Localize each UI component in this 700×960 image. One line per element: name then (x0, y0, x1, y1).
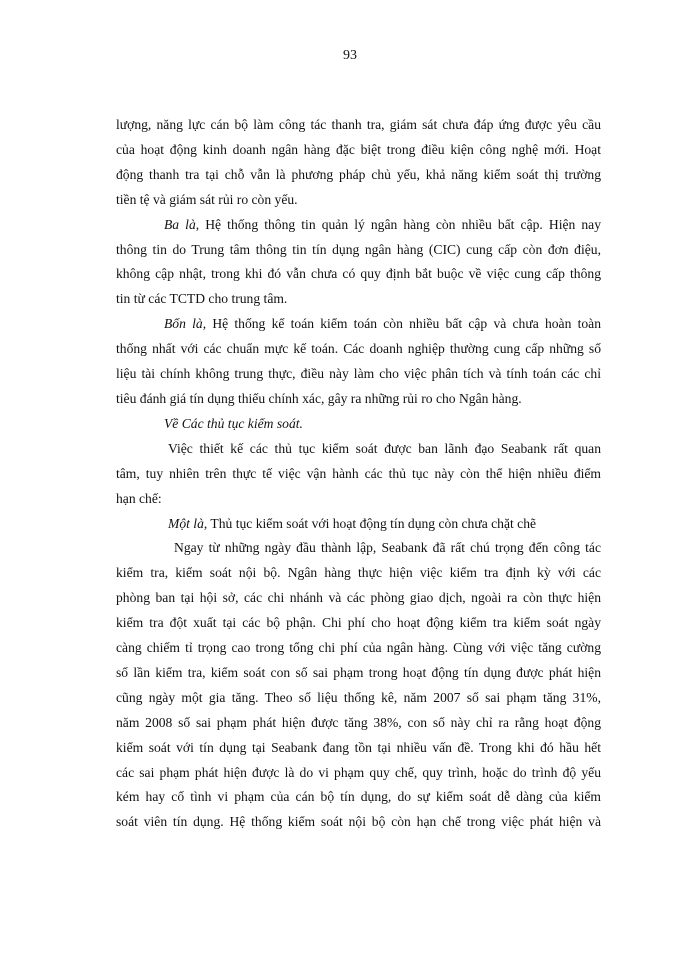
text-line: tin từ các TCTD cho trung tâm. (116, 291, 288, 307)
text-line: số lần kiểm tra, kiểm soát con số sai phạm trong hoạt động tín dụng được phát hiện (116, 664, 601, 680)
text-line: tiền tệ và giám sát rủi ro còn yếu. (116, 191, 298, 207)
text-line: kiểm tra đột xuất tại các bộ phận. Chi phí cho hoạt động kiểm tra kiểm soát ngày (116, 615, 601, 631)
text-fragment: , Hệ thống thông tin quản lý ngân hàng còn nhiều bất cập. Hiện nay (195, 216, 601, 232)
text-line: soát viên tín dụng. Hệ thống kiểm soát nội bộ còn hạn chế trong việc phát hiện và (116, 814, 601, 830)
text-line: lượng, năng lực cán bộ làm công tác thanh tra, giám sát chưa đáp ứng được yêu cầu (116, 117, 601, 132)
paragraph-mot-la (116, 512, 601, 537)
text-line: Việc thiết kế các thủ tục kiểm soát được ban lãnh đạo Seabank rất quan (168, 440, 601, 456)
text-line: phòng ban tại hội sở, các chi nhánh và các phòng giao dịch, ngoài ra còn thực hiện (116, 590, 601, 606)
text-line: không cập nhật, trong khi đó vẫn chưa có quy định bắt buộc về việc cung cấp thông (116, 266, 601, 282)
body-text (116, 113, 601, 835)
text-fragment: , Hệ thống kế toán kiểm toán còn nhiều bất cập và chưa hoàn toàn (202, 316, 601, 332)
lead-bon-la: Bốn là (164, 316, 203, 332)
section-heading (116, 412, 601, 437)
paragraph-bon-la (116, 312, 601, 337)
text-line: thông tin do Trung tâm thông tin tín dụng ngân hàng (CIC) cung cấp còn đơn điệu, (116, 241, 601, 257)
text-line: của hoạt động kinh doanh ngân hàng đặc biệt trong điều kiện công nghệ mới. Hoạt (116, 141, 601, 157)
section-heading-text: Về Các thủ tục kiểm soát. (164, 415, 303, 431)
text-line: kém hay cố tình vi phạm của cán bộ tín dụng, do sự kiểm soát dễ dàng của kiểm (116, 789, 601, 805)
text-line: càng chiếm tỉ trọng cao trong tổng chi phí của ngân hàng. Cùng với việc tăng cường (116, 640, 601, 656)
text-line: thống nhất với các chuẩn mực kế toán. Các doanh nghiệp thường cung cấp những số (116, 341, 601, 357)
text-line: Ngay từ những ngày đầu thành lập, Seabank đã rất chú trọng đến công tác (174, 540, 601, 556)
text-line: năm 2008 số sai phạm phát hiện được tăng 38%, con số này chỉ ra rằng hoạt động (116, 714, 601, 730)
lead-ba-la: Ba là (164, 216, 196, 232)
text-line: động thanh tra tại chỗ vẫn là phương pháp chủ yếu, khả năng kiểm soát thị trường (116, 166, 601, 182)
text-fragment: , Thủ tục kiểm soát với hoạt động tín dụng còn chưa chặt chẽ (203, 515, 537, 531)
lead-mot-la: Một là (168, 515, 204, 531)
text-line: tiêu đánh giá tín dụng thiếu chính xác, gây ra những rủi ro cho Ngân hàng. (116, 390, 522, 406)
page-number: 93 (343, 48, 357, 63)
text-line: tâm, tuy nhiên trên thực tế việc vận hành các thủ tục này còn thể hiện nhiều điểm (116, 465, 601, 481)
text-line: các sai phạm phát hiện được là do vi phạm quy chế, quy trình, hoặc do trình độ yếu (116, 764, 601, 780)
text-line: liệu tài chính không trung thực, điều này làm cho việc phân tích và tính toán các chỉ (116, 366, 601, 382)
paragraph-ba-la (116, 213, 601, 238)
text-line: kiểm tra, kiểm soát nội bộ. Ngân hàng thực hiện việc kiểm tra định kỳ với các (116, 565, 601, 581)
text-line: hạn chế: (116, 490, 162, 506)
text-line: kiểm soát với tín dụng tại Seabank đang tồn tại nhiều vấn đề. Trong khi đó hầu hết (116, 739, 601, 755)
text-line: cũng ngày một gia tăng. Theo số liệu thống kê, năm 2007 số sai phạm tăng 31%, (116, 689, 601, 705)
